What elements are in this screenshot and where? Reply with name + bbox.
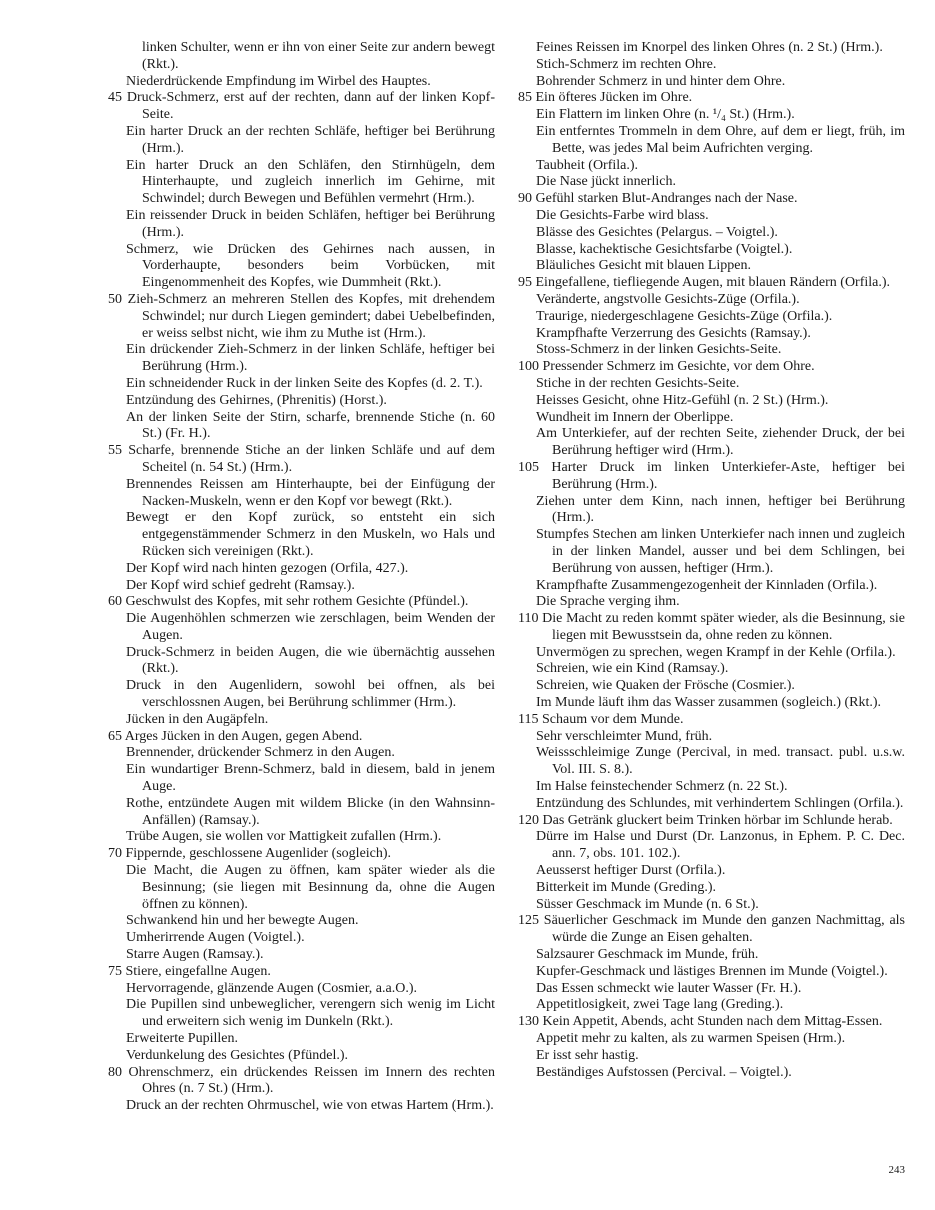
entry-text: Er isst sehr hastig.	[536, 1047, 639, 1063]
entry-text: Ein entferntes Trommeln in dem Ohre, auf dem er liegt, früh, im Bette, was jedes Mal beim Aufrichten verging.	[536, 123, 905, 156]
entry-text: Bohrender Schmerz in und hinter dem Ohre.	[536, 73, 786, 89]
entry-number: 50	[108, 291, 122, 307]
symptom-entry	[518, 527, 905, 577]
symptom-entry	[108, 997, 495, 1031]
entry-text: Ohrenschmerz, ein drückendes Reissen im Innern des rechten Ohres (n. 7 St.) (Hrm.).	[128, 1064, 496, 1097]
entry-text: Kein Appetit, Abends, acht Stunden nach dem Mittag-Essen.	[542, 1014, 883, 1030]
entry-number: 80	[108, 1064, 122, 1080]
entry-text: Traurige, niedergeschlagene Gesichts-Züge (Orfila.).	[536, 308, 833, 324]
entry-text: Feines Reissen im Knorpel des linken Ohres (n. 2 St.) (Hrm.).	[536, 40, 883, 55]
entry-text: Ein Flattern im linken Ohre (n. ¹/₄ St.) (Hrm.).	[536, 107, 795, 123]
right-column	[518, 40, 905, 1081]
symptom-entry	[108, 510, 495, 560]
entry-text: Die Gesichts-Farbe wird blass.	[536, 207, 709, 223]
entry-text: Stiere, eingefallne Augen.	[125, 963, 271, 979]
symptom-entry	[108, 863, 495, 913]
entry-text: Wundheit im Innern der Oberlippe.	[536, 409, 734, 425]
symptom-entry	[108, 947, 495, 964]
symptom-entry	[518, 779, 905, 796]
entry-text: Stiche in der rechten Gesichts-Seite.	[536, 375, 740, 391]
symptom-entry	[518, 208, 905, 225]
symptom-entry	[518, 225, 905, 242]
symptom-entry	[518, 678, 905, 695]
symptom-entry	[518, 1065, 905, 1082]
entry-text: Weissschleimige Zunge (Percival, in med. transact. publ. u.s.w. Vol. III. S. 8.).	[536, 745, 905, 778]
symptom-entry	[108, 913, 495, 930]
entry-text: Brennender, drückender Schmerz in den Augen.	[126, 745, 395, 761]
entry-text: Druck in den Augenlidern, sowohl bei offnen, als bei verschlossnen Augen, bei Berührung schlimmer (Hrm.).	[126, 678, 495, 711]
entry-text: Ein wundartiger Brenn-Schmerz, bald in diesem, bald in jenem Auge.	[126, 762, 495, 795]
entry-text: Unvermögen zu sprechen, wegen Krampf in der Kehle (Orfila.).	[536, 644, 896, 660]
entry-text: Bitterkeit im Munde (Greding.).	[536, 879, 717, 895]
symptom-entry	[518, 342, 905, 359]
entry-number: 60	[108, 594, 122, 610]
symptom-entry	[108, 712, 495, 729]
entry-text: Bläuliches Gesicht mit blauen Lippen.	[536, 258, 752, 274]
symptom-entry	[518, 57, 905, 74]
entry-text: Bewegt er den Kopf zurück, so entsteht ein sich entgegenstämmender Schmerz in den Muskeln, wo Hals und Rücken sich vereinigen (Rkt.).	[126, 510, 495, 559]
symptom-entry	[108, 981, 495, 998]
entry-text: Starre Augen (Ramsay.).	[126, 947, 264, 963]
entry-text: Blasse, kachektische Gesichtsfarbe (Voigtel.).	[536, 241, 793, 257]
entry-text: Die Sprache verging ihm.	[536, 594, 680, 610]
entry-text: Schreien, wie ein Kind (Ramsay.).	[536, 661, 729, 677]
symptom-entry	[518, 40, 905, 57]
symptom-entry	[518, 158, 905, 175]
entry-text: Druck-Schmerz, erst auf der rechten, dann auf der linken Kopf-Seite.	[126, 90, 496, 123]
entry-text: Arges Jücken in den Augen, gegen Abend.	[124, 728, 363, 744]
entry-text: Fippernde, geschlossene Augenlider (sogleich).	[125, 846, 392, 862]
entry-text: Im Munde läuft ihm das Wasser zusammen (sogleich.) (Rkt.).	[536, 695, 882, 711]
entry-text: Krampfhafte Zusammengezogenheit der Kinnladen (Orfila.).	[536, 577, 878, 593]
entry-text: Ein öfteres Jücken im Ohre.	[535, 90, 693, 106]
symptom-entry	[108, 74, 495, 91]
symptom-entry	[108, 477, 495, 511]
symptom-entry	[108, 762, 495, 796]
symptom-entry	[108, 561, 495, 578]
symptom-entry	[108, 1048, 495, 1065]
entry-text: Stoss-Schmerz in der linken Gesichts-Seite.	[536, 342, 782, 358]
entry-text: Niederdrückende Empfindung im Wirbel des Hauptes.	[126, 73, 431, 89]
numbered-entry	[518, 191, 905, 208]
entry-number: 90	[518, 191, 532, 207]
symptom-entry	[518, 964, 905, 981]
entry-text: Ein harter Druck an den Schläfen, den Stirnhügeln, dem Hinterhaupte, und zugleich innerlich im Gehirne, mit Schwindel; durch Bewegen und Befühlen vermehrt (Hrm.).	[126, 157, 495, 207]
symptom-entry	[518, 1048, 905, 1065]
entry-number: 55	[108, 443, 122, 459]
entry-text: Taubheit (Orfila.).	[536, 157, 639, 173]
entry-text: Beständiges Aufstossen (Percival. – Voigtel.).	[536, 1064, 792, 1080]
entry-text: An der linken Seite der Stirn, scharfe, brennende Stiche (n. 60 St.) (Fr. H.).	[126, 409, 495, 442]
entry-text: Appetitlosigkeit, zwei Tage lang (Greding.).	[536, 997, 784, 1013]
symptom-entry	[108, 158, 495, 208]
numbered-entry	[518, 359, 905, 376]
entry-number: 45	[108, 90, 122, 106]
numbered-entry	[108, 594, 495, 611]
entry-text: Pressender Schmerz im Gesichte, vor dem Ohre.	[542, 359, 815, 375]
entry-number: 130	[518, 1014, 539, 1030]
symptom-entry	[518, 863, 905, 880]
entry-text: Verdunkelung des Gesichtes (Pfündel.).	[126, 1047, 349, 1063]
entry-number: 125	[518, 913, 539, 929]
symptom-entry	[108, 410, 495, 444]
entry-text: Salzsaurer Geschmack im Munde, früh.	[536, 947, 759, 963]
entry-text: Krampfhafte Verzerrung des Gesichts (Ramsay.).	[536, 325, 811, 341]
numbered-entry	[108, 292, 495, 342]
symptom-entry	[518, 174, 905, 191]
symptom-entry	[108, 645, 495, 679]
entry-text: Schmerz, wie Drücken des Gehirnes nach aussen, in Vorderhaupte, besonders beim Vorbücken, mit Eingenommenheit des Kopfes, wie Dummheit (Rkt.).	[126, 241, 495, 291]
entry-text: Trübe Augen, sie wollen vor Mattigkeit zufallen (Hrm.).	[126, 829, 442, 845]
entry-text: Ein reissender Druck in beiden Schläfen, heftiger bei Berührung (Hrm.).	[126, 207, 495, 240]
entry-number: 115	[518, 711, 539, 727]
symptom-entry	[518, 124, 905, 158]
entry-text: Die Macht, die Augen zu öffnen, kam später wieder als die Besinnung; (sie liegen mit Besinnung da, ohne die Augen öffnen zu können).	[126, 863, 495, 912]
entry-text: Blässe des Gesichtes (Pelargus. – Voigtel.).	[536, 224, 778, 240]
entry-text: Die Nase jückt innerlich.	[536, 174, 676, 190]
symptom-entry	[518, 745, 905, 779]
entry-number: 120	[518, 812, 539, 828]
entry-text: Die Pupillen sind unbeweglicher, verengern sich wenig im Licht und erweitern sich wenig im Dunkeln (Rkt.).	[126, 997, 495, 1030]
entry-text: Entzündung des Schlundes, mit verhindertem Schlingen (Orfila.).	[536, 795, 904, 811]
symptom-entry	[108, 393, 495, 410]
entry-number: 85	[518, 90, 532, 106]
entry-text: Eingefallene, tiefliegende Augen, mit blauen Rändern (Orfila.).	[535, 275, 891, 291]
entry-text: Dürre im Halse und Durst (Dr. Lanzonus, in Ephem. P. C. Dec. ann. 7, obs. 101. 102.).	[536, 829, 905, 862]
entry-text: Hervorragende, glänzende Augen (Cosmier, a.a.O.).	[126, 980, 417, 996]
entry-text: Scharfe, brennende Stiche an der linken Schläfe und auf dem Scheitel (n. 54 St.) (Hrm.).	[128, 443, 496, 475]
entry-text: Aeusserst heftiger Durst (Orfila.).	[536, 863, 726, 879]
entry-number: 105	[518, 459, 539, 475]
symptom-entry	[108, 242, 495, 292]
symptom-entry	[518, 376, 905, 393]
symptom-entry	[108, 745, 495, 762]
numbered-entry	[518, 813, 905, 830]
symptom-entry	[518, 594, 905, 611]
symptom-entry	[518, 829, 905, 863]
entry-text: Der Kopf wird schief gedreht (Ramsay.).	[126, 577, 355, 593]
entry-number: 65	[108, 728, 122, 744]
entry-text: Druck-Schmerz in beiden Augen, die wie übernächtig aussehen (Rkt.).	[126, 644, 495, 677]
symptom-entry	[518, 897, 905, 914]
entry-text: Umherirrende Augen (Voigtel.).	[126, 930, 305, 946]
entry-text: Heisses Gesicht, ohne Hitz-Gefühl (n. 2 St.) (Hrm.).	[536, 392, 829, 408]
symptom-entry	[108, 796, 495, 830]
symptom-entry	[518, 74, 905, 91]
entry-text: Ziehen unter dem Kinn, nach innen, heftiger bei Berührung (Hrm.).	[536, 493, 905, 526]
entry-text: Entzündung des Gehirnes, (Phrenitis) (Horst.).	[126, 392, 387, 408]
symptom-entry	[518, 645, 905, 662]
entry-number: 70	[108, 846, 122, 862]
entry-number: 75	[108, 963, 122, 979]
entry-number: 100	[518, 359, 539, 375]
numbered-entry	[518, 460, 905, 494]
numbered-entry	[518, 712, 905, 729]
numbered-entry	[518, 1014, 905, 1031]
entry-text: Die Macht zu reden kommt später wieder, als die Besinnung, sie liegen mit Bewusstsein da, ohne reden zu können.	[542, 611, 905, 643]
entry-text: Schaum vor dem Munde.	[541, 711, 684, 727]
symptom-entry	[518, 326, 905, 343]
symptom-entry	[518, 661, 905, 678]
entry-text: linken Schulter, wenn er ihn von einer Seite zur andern bewegt (Rkt.).	[142, 40, 495, 72]
entry-text: Geschwulst des Kopfes, mit sehr rothem Gesichte (Pfündel.).	[125, 594, 469, 610]
numbered-entry	[518, 275, 905, 292]
entry-text: Im Halse feinstechender Schmerz (n. 22 St.).	[536, 779, 788, 795]
symptom-entry	[518, 796, 905, 813]
entry-text: Erweiterte Pupillen.	[126, 1031, 238, 1047]
symptom-entry	[108, 124, 495, 158]
symptom-entry	[518, 426, 905, 460]
entry-text: Die Augenhöhlen schmerzen wie zerschlagen, beim Wenden der Augen.	[126, 611, 495, 643]
entry-text: Schreien, wie Quaken der Frösche (Cosmier.).	[536, 678, 795, 694]
numbered-entry	[108, 846, 495, 863]
entry-text: Das Essen schmeckt wie lauter Wasser (Fr. H.).	[536, 980, 802, 996]
numbered-entry	[518, 90, 905, 107]
entry-text: Stich-Schmerz im rechten Ohre.	[536, 56, 717, 72]
symptom-entry	[518, 258, 905, 275]
symptom-entry	[518, 309, 905, 326]
entry-text: Stumpfes Stechen am linken Unterkiefer nach innen und zugleich in der linken Mandel, ausser und bei dem Schlingen, bei Berührung von aussen, heftiger (Hrm.).	[536, 527, 905, 576]
symptom-entry	[108, 342, 495, 376]
symptom-entry	[518, 494, 905, 528]
entry-text: Veränderte, angstvolle Gesichts-Züge (Orfila.).	[536, 291, 800, 307]
entry-text: Ein drückender Zieh-Schmerz in der linken Schläfe, heftiger bei Berührung (Hrm.).	[126, 342, 495, 375]
symptom-entry	[518, 107, 905, 124]
symptom-entry	[108, 1098, 495, 1115]
symptom-entry	[108, 829, 495, 846]
symptom-entry	[108, 40, 495, 74]
entry-text: Das Getränk gluckert beim Trinken hörbar im Schlunde herab.	[542, 812, 893, 828]
symptom-entry	[108, 678, 495, 712]
numbered-entry	[108, 443, 495, 477]
symptom-entry	[518, 981, 905, 998]
symptom-entry	[518, 1031, 905, 1048]
symptom-entry	[108, 578, 495, 595]
entry-text: Säuerlicher Geschmack im Munde den ganzen Nachmittag, als würde die Zunge an Eisen gehalten.	[543, 913, 906, 946]
symptom-entry	[108, 930, 495, 947]
entry-text: Kupfer-Geschmack und lästiges Brennen im Munde (Voigtel.).	[536, 963, 888, 979]
entry-text: Sehr verschleimter Mund, früh.	[536, 728, 713, 744]
entry-text: Ein schneidender Ruck in der linken Seite des Kopfes (d. 2. T.).	[126, 375, 483, 391]
numbered-entry	[518, 913, 905, 947]
page-number: 243	[888, 1164, 905, 1176]
entry-text: Ein harter Druck an der rechten Schläfe, heftiger bei Berührung (Hrm.).	[126, 123, 495, 156]
entry-number: 110	[518, 611, 539, 627]
symptom-entry	[518, 578, 905, 595]
symptom-entry	[108, 1031, 495, 1048]
numbered-entry	[108, 90, 495, 124]
symptom-entry	[518, 947, 905, 964]
symptom-entry	[518, 997, 905, 1014]
symptom-entry	[518, 880, 905, 897]
left-column	[108, 40, 495, 1115]
entry-text: Zieh-Schmerz an mehreren Stellen des Kopfes, mit drehendem Schwindel; nur durch Liegen gemindert; dabei Uebelbefinden, er weiss selbst nicht, wie ihm zu Muthe ist (Hrm.).	[127, 291, 496, 341]
symptom-entry	[518, 695, 905, 712]
entry-text: Rothe, entzündete Augen mit wildem Blicke (in den Wahnsinn-Anfällen) (Ramsay.).	[126, 795, 495, 828]
symptom-entry	[518, 393, 905, 410]
entry-text: Süsser Geschmack im Munde (n. 6 St.).	[536, 896, 759, 912]
numbered-entry	[108, 964, 495, 981]
symptom-entry	[518, 242, 905, 259]
numbered-entry	[108, 729, 495, 746]
entry-text: Jücken in den Augäpfeln.	[126, 711, 269, 727]
symptom-entry	[518, 729, 905, 746]
entry-number: 95	[518, 275, 532, 291]
numbered-entry	[108, 1065, 495, 1099]
symptom-entry	[518, 410, 905, 427]
entry-text: Appetit mehr zu kalten, als zu warmen Speisen (Hrm.).	[536, 1031, 846, 1047]
entry-text: Der Kopf wird nach hinten gezogen (Orfila, 427.).	[126, 560, 409, 576]
entry-text: Am Unterkiefer, auf der rechten Seite, ziehender Druck, der bei Berührung heftiger wird (Hrm.).	[536, 426, 905, 459]
symptom-entry	[108, 208, 495, 242]
symptom-entry	[518, 292, 905, 309]
entry-text: Harter Druck im linken Unterkiefer-Aste, heftiger bei Berührung (Hrm.).	[551, 459, 905, 492]
entry-text: Gefühl starken Blut-Andranges nach der Nase.	[535, 191, 798, 207]
symptom-entry	[108, 611, 495, 645]
entry-text: Schwankend hin und her bewegte Augen.	[126, 913, 359, 929]
entry-text: Brennendes Reissen am Hinterhaupte, bei der Einfügung der Nacken-Muskeln, wenn er den Kopf vor bewegt (Rkt.).	[126, 476, 495, 509]
entry-text: Druck an der rechten Ohrmuschel, wie von etwas Hartem (Hrm.).	[126, 1098, 494, 1114]
numbered-entry	[518, 611, 905, 645]
symptom-entry	[108, 376, 495, 393]
